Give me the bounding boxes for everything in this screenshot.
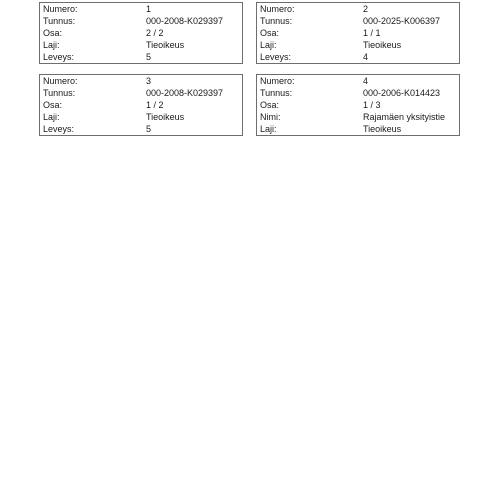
field-label: Osa: (260, 100, 280, 110)
field-value: 1 / 3 (363, 100, 381, 110)
field-value: 000-2006-K014423 (363, 88, 441, 98)
field-value: 000-2008-K029397 (146, 16, 224, 26)
field-label: Numero: (260, 4, 295, 14)
field-value: Tieoikeus (363, 124, 402, 134)
field-value: 1 / 1 (363, 28, 381, 38)
field-value: Tieoikeus (363, 40, 402, 50)
record-row (260, 27, 456, 39)
record-card-1 (39, 2, 243, 64)
field-label: Laji: (260, 124, 277, 134)
field-label: Osa: (260, 28, 280, 38)
field-value: 2 (363, 4, 369, 14)
field-value: 000-2025-K006397 (363, 16, 441, 26)
record-card-3 (39, 74, 243, 136)
record-row (43, 39, 239, 51)
record-row (43, 87, 239, 99)
record-row (260, 51, 456, 63)
field-label: Leveys: (43, 52, 75, 62)
record-row (260, 15, 456, 27)
field-value: 1 (146, 4, 152, 14)
field-value: 1 / 2 (146, 100, 164, 110)
field-label: Leveys: (43, 124, 75, 134)
record-row (260, 87, 456, 99)
field-label: Leveys: (260, 52, 292, 62)
field-label: Laji: (43, 40, 60, 50)
record-card-2 (256, 2, 460, 64)
field-value: 4 (363, 76, 369, 86)
field-label: Tunnus: (43, 16, 76, 26)
record-row (43, 3, 239, 15)
record-row (43, 123, 239, 135)
field-label: Numero: (43, 76, 78, 86)
field-label: Osa: (43, 28, 63, 38)
record-row (260, 123, 456, 135)
field-value: 2 / 2 (146, 28, 164, 38)
record-row (260, 75, 456, 87)
record-row (43, 111, 239, 123)
record-row (43, 27, 239, 39)
field-value: Tieoikeus (146, 112, 185, 122)
record-row (43, 99, 239, 111)
record-row (260, 3, 456, 15)
record-row (43, 15, 239, 27)
field-label: Numero: (260, 76, 295, 86)
record-row (260, 99, 456, 111)
field-value: 5 (146, 52, 152, 62)
record-row (43, 51, 239, 63)
record-row (260, 111, 456, 123)
field-value: 5 (146, 124, 152, 134)
field-label: Numero: (43, 4, 78, 14)
record-row (43, 75, 239, 87)
field-label: Laji: (260, 40, 277, 50)
field-value: 3 (146, 76, 152, 86)
field-label: Nimi: (260, 112, 281, 122)
field-value: Rajamäen yksityistie (363, 112, 446, 122)
field-value: 000-2008-K029397 (146, 88, 224, 98)
record-card-4 (256, 74, 460, 136)
field-label: Tunnus: (260, 88, 293, 98)
field-label: Laji: (43, 112, 60, 122)
field-label: Osa: (43, 100, 63, 110)
field-label: Tunnus: (260, 16, 293, 26)
field-value: Tieoikeus (146, 40, 185, 50)
field-label: Tunnus: (43, 88, 76, 98)
field-value: 4 (363, 52, 369, 62)
record-row (260, 39, 456, 51)
